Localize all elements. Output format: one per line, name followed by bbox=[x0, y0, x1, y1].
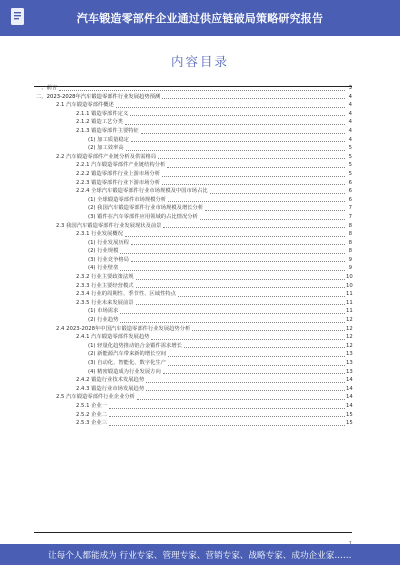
toc-entry[interactable] bbox=[34, 110, 352, 119]
toc-entry[interactable] bbox=[34, 247, 352, 256]
toc-entry-page: 11 bbox=[346, 291, 353, 298]
toc-entry-label: (3) 自动化、智能化、数字化生产 bbox=[88, 360, 167, 366]
toc-leader-dots bbox=[116, 107, 345, 108]
toc-entry-label: (3) 锻件在汽车零部件应用领域的占比情况分析 bbox=[88, 213, 198, 220]
toc-leader-dots bbox=[136, 279, 345, 280]
toc-entry[interactable] bbox=[34, 419, 352, 428]
toc-entry-label: 2.5 汽车锻造零部件行业企业分析 bbox=[56, 394, 135, 401]
toc-entry-page: 7 bbox=[348, 213, 352, 220]
toc-entry-page: 11 bbox=[346, 308, 353, 315]
toc-entry-page: 14 bbox=[346, 402, 353, 409]
toc-entry[interactable] bbox=[34, 350, 352, 359]
toc-entry[interactable] bbox=[34, 84, 352, 93]
toc-entry-label: 2.5.1 企业一 bbox=[76, 402, 108, 409]
toc-entry-page: 5 bbox=[348, 153, 352, 160]
toc-entry-label: 2.3.4 行业的周期性、季节性、区域性特点 bbox=[76, 291, 176, 298]
toc-leader-dots bbox=[136, 304, 345, 305]
toc-leader-dots bbox=[162, 176, 345, 177]
toc-entry-page: 9 bbox=[348, 256, 352, 263]
toc-leader-dots bbox=[120, 322, 345, 323]
toc-entry-label: 2.2.4 全球汽车锻造零部件行业市场规模及中国市场占比 bbox=[76, 188, 208, 195]
toc-entry-label: 2.3.2 行业主要政策法规 bbox=[76, 274, 134, 281]
toc-leader-dots bbox=[109, 416, 345, 417]
toc-entry[interactable] bbox=[34, 230, 352, 239]
toc-leader-dots bbox=[167, 167, 345, 168]
toc-leader-dots bbox=[59, 90, 345, 91]
toc-entry-page: 3 bbox=[348, 85, 352, 91]
toc-entry-page: 14 bbox=[346, 394, 353, 401]
toc-entry[interactable] bbox=[34, 359, 352, 368]
toc-entry[interactable] bbox=[34, 290, 352, 299]
toc-leader-dots bbox=[163, 373, 345, 374]
toc-entry-page: 13 bbox=[346, 360, 353, 366]
toc-entry-label: (1) 加工质量稳定 bbox=[88, 136, 129, 143]
toc-entry-label: 2.2.2 锻造零部件行业上游市场分析 bbox=[76, 170, 161, 177]
toc-entry-page: 4 bbox=[348, 127, 352, 134]
toc-entry[interactable] bbox=[34, 93, 352, 102]
footer-bar bbox=[0, 544, 400, 565]
toc-entry[interactable] bbox=[34, 118, 352, 127]
toc-leader-dots bbox=[131, 141, 345, 142]
toc-leader-dots bbox=[158, 158, 345, 159]
toc-entry-label: 2.3.1 行业发展概况 bbox=[76, 231, 123, 238]
toc-bottom-rule bbox=[34, 532, 352, 533]
toc-leader-dots bbox=[109, 408, 345, 409]
toc-entry-page: 6 bbox=[348, 196, 352, 203]
toc-entry[interactable] bbox=[34, 342, 352, 351]
toc-entry[interactable] bbox=[34, 256, 352, 265]
toc-leader-dots bbox=[168, 365, 345, 366]
toc-leader-dots bbox=[168, 201, 345, 202]
toc-entry-page: 13 bbox=[346, 351, 353, 358]
toc-leader-dots bbox=[109, 425, 345, 426]
toc-leader-dots bbox=[205, 210, 345, 211]
toc-entry-label: (1) 行业发展历程 bbox=[88, 239, 129, 246]
toc-leader-dots bbox=[210, 193, 345, 194]
toc-leader-dots bbox=[125, 236, 345, 237]
toc-entry-label: 2.1.2 锻造工艺分类 bbox=[76, 119, 123, 126]
toc-entry-label: 2.4.1 汽车锻造零部件发展趋势 bbox=[76, 334, 150, 341]
toc-entry-label: 一、前言 bbox=[36, 85, 58, 91]
toc-entry-label: 2.4.2 锻造行业技术发展趋势 bbox=[76, 377, 145, 384]
toc-entry-label: (2) 我国汽车锻造零部件行业市场规模及增长分析 bbox=[88, 205, 204, 212]
toc-entry-page: 5 bbox=[348, 170, 352, 177]
toc-entry[interactable] bbox=[34, 402, 352, 411]
table-of-contents bbox=[34, 84, 352, 428]
toc-leader-dots bbox=[131, 244, 345, 245]
toc-leader-dots bbox=[178, 296, 345, 297]
toc-entry[interactable] bbox=[34, 411, 352, 420]
toc-leader-dots bbox=[192, 330, 345, 331]
toc-entry-page: 8 bbox=[348, 231, 352, 238]
toc-entry-page: 14 bbox=[346, 377, 353, 384]
toc-entry[interactable] bbox=[34, 282, 352, 291]
toc-heading: 内容目录 bbox=[170, 54, 229, 69]
toc-entry[interactable] bbox=[34, 196, 352, 205]
toc-leader-dots bbox=[200, 219, 345, 220]
toc-leader-dots bbox=[162, 184, 345, 185]
toc-entry-page: 11 bbox=[346, 299, 353, 306]
toc-entry-label: (1) 全球锻造零部件市场规模分析 bbox=[88, 196, 167, 203]
toc-entry-page: 5 bbox=[348, 145, 352, 152]
toc-leader-dots bbox=[137, 399, 345, 400]
toc-entry-label: (2) 行业规模 bbox=[88, 248, 119, 255]
toc-entry-label: 2.3.5 行业未来发展前景 bbox=[76, 299, 134, 306]
toc-entry-page: 4 bbox=[348, 110, 352, 117]
toc-leader-dots bbox=[120, 313, 345, 314]
toc-entry[interactable] bbox=[34, 264, 352, 273]
toc-entry-label: 2.1.3 锻造零部件主要特征 bbox=[76, 127, 139, 134]
toc-entry-page: 9 bbox=[348, 265, 352, 272]
toc-entry-label: 2.5.2 企业二 bbox=[76, 411, 108, 418]
toc-entry-page: 6 bbox=[348, 188, 352, 195]
toc-entry-label: (2) 行业趋势 bbox=[88, 317, 119, 324]
toc-entry-label: 2.2.1 汽车锻造零部件产业链结构分析 bbox=[76, 162, 166, 169]
toc-entry[interactable] bbox=[34, 127, 352, 136]
toc-entry[interactable] bbox=[34, 101, 352, 110]
toc-entry-label: (1) 市场需求 bbox=[88, 308, 119, 315]
toc-entry-label: 2.5.3 企业三 bbox=[76, 420, 108, 427]
toc-entry[interactable] bbox=[34, 368, 352, 377]
toc-entry[interactable] bbox=[34, 144, 352, 153]
toc-entry-page: 4 bbox=[348, 119, 352, 126]
toc-entry-page: 15 bbox=[346, 411, 353, 418]
toc-leader-dots bbox=[131, 261, 345, 262]
toc-entry[interactable] bbox=[34, 153, 352, 162]
toc-entry-page: 12 bbox=[346, 342, 353, 349]
toc-leader-dots bbox=[120, 253, 345, 254]
toc-entry-page: 12 bbox=[346, 325, 353, 332]
toc-entry-label: 2.4 2023-2028年中国汽车锻造零部件行业发展趋势分析 bbox=[56, 325, 191, 332]
toc-entry[interactable] bbox=[34, 376, 352, 385]
toc-entry-label: 2.4.3 锻造行业市场发展趋势 bbox=[76, 385, 145, 392]
toc-leader-dots bbox=[120, 270, 345, 271]
toc-entry[interactable] bbox=[34, 385, 352, 394]
toc-entry[interactable] bbox=[34, 161, 352, 170]
report-title: 汽车锻造零部件企业通过供应链破局策略研究报告 bbox=[76, 12, 324, 25]
toc-entry-label: (1) 轻量化趋势推动铝合金锻件需求增长 bbox=[88, 342, 182, 349]
toc-entry-page: 15 bbox=[346, 420, 353, 427]
toc-leader-dots bbox=[168, 356, 345, 357]
toc-entry[interactable] bbox=[34, 213, 352, 222]
footer-slogan: 让每个人都能成为 行业专家、管理专家、营销专家、战略专家、成功企业家…… bbox=[48, 551, 352, 561]
toc-entry[interactable] bbox=[34, 273, 352, 282]
toc-entry-page: 10 bbox=[346, 282, 353, 289]
toc-entry-label: 2.2 汽车锻造零部件产业链分析及供需格局 bbox=[56, 153, 157, 160]
toc-entry-page: 4 bbox=[348, 136, 352, 143]
toc-entry[interactable] bbox=[34, 299, 352, 308]
toc-entry[interactable] bbox=[34, 239, 352, 248]
toc-entry-page: 4 bbox=[348, 102, 352, 109]
toc-entry-page: 6 bbox=[348, 179, 352, 186]
toc-entry-page: 5 bbox=[348, 162, 352, 169]
toc-entry[interactable] bbox=[34, 222, 352, 231]
toc-entry[interactable] bbox=[34, 325, 352, 334]
toc-leader-dots bbox=[136, 287, 345, 288]
toc-entry-label: 2.1.1 锻造零部件定义 bbox=[76, 110, 129, 117]
toc-entry-page: 14 bbox=[346, 385, 353, 392]
toc-leader-dots bbox=[184, 347, 345, 348]
toc-entry-page: 7 bbox=[348, 205, 352, 212]
toc-entry[interactable] bbox=[34, 333, 352, 342]
toc-entry-label: 2.3 我国汽车锻造零部件行业发展现状及前景 bbox=[56, 222, 162, 229]
toc-entry[interactable] bbox=[34, 179, 352, 188]
toc-entry[interactable] bbox=[34, 204, 352, 213]
toc-leader-dots bbox=[151, 339, 345, 340]
toc-entry-label: (2) 新能源汽车带来新的增长空间 bbox=[88, 351, 167, 358]
toc-entry-page: 12 bbox=[346, 334, 353, 341]
toc-entry-label: 2.1 汽车锻造零部件概述 bbox=[56, 102, 114, 109]
header-bar bbox=[0, 0, 400, 36]
toc-entry-page: 13 bbox=[346, 368, 353, 375]
toc-leader-dots bbox=[146, 382, 345, 383]
toc-entry-label: 二、2023-2028年汽车锻造零部件行业发展趋势预测 bbox=[36, 93, 161, 100]
toc-leader-dots bbox=[163, 227, 345, 228]
toc-entry-page: 8 bbox=[348, 222, 352, 229]
toc-leader-dots bbox=[125, 124, 345, 125]
toc-entry-label: 2.3.3 行业主要经营模式 bbox=[76, 282, 134, 289]
toc-entry[interactable] bbox=[34, 187, 352, 196]
toc-entry-page: 12 bbox=[346, 317, 353, 324]
toc-leader-dots bbox=[146, 390, 345, 391]
toc-entry-page: 10 bbox=[346, 274, 353, 281]
toc-entry[interactable] bbox=[34, 170, 352, 179]
toc-leader-dots bbox=[162, 98, 345, 99]
toc-entry-label: (4) 精密锻造成为行业发展方向 bbox=[88, 368, 161, 375]
toc-leader-dots bbox=[130, 115, 345, 116]
toc-entry-page: 4 bbox=[348, 93, 352, 100]
toc-entry[interactable] bbox=[34, 393, 352, 402]
toc-entry-page: 8 bbox=[348, 248, 352, 255]
toc-entry[interactable] bbox=[34, 136, 352, 145]
toc-entry-label: (3) 行业竞争格局 bbox=[88, 256, 129, 263]
toc-entry-label: (2) 加工效率高 bbox=[88, 145, 124, 152]
toc-leader-dots bbox=[141, 133, 345, 134]
toc-entry[interactable] bbox=[34, 316, 352, 325]
toc-entry-label: 2.2.3 锻造零部件行业下游市场分析 bbox=[76, 179, 161, 186]
toc-entry-label: (4) 行业壁垒 bbox=[88, 265, 119, 272]
toc-entry[interactable] bbox=[34, 307, 352, 316]
toc-leader-dots bbox=[126, 150, 345, 151]
toc-entry-page: 8 bbox=[348, 239, 352, 246]
